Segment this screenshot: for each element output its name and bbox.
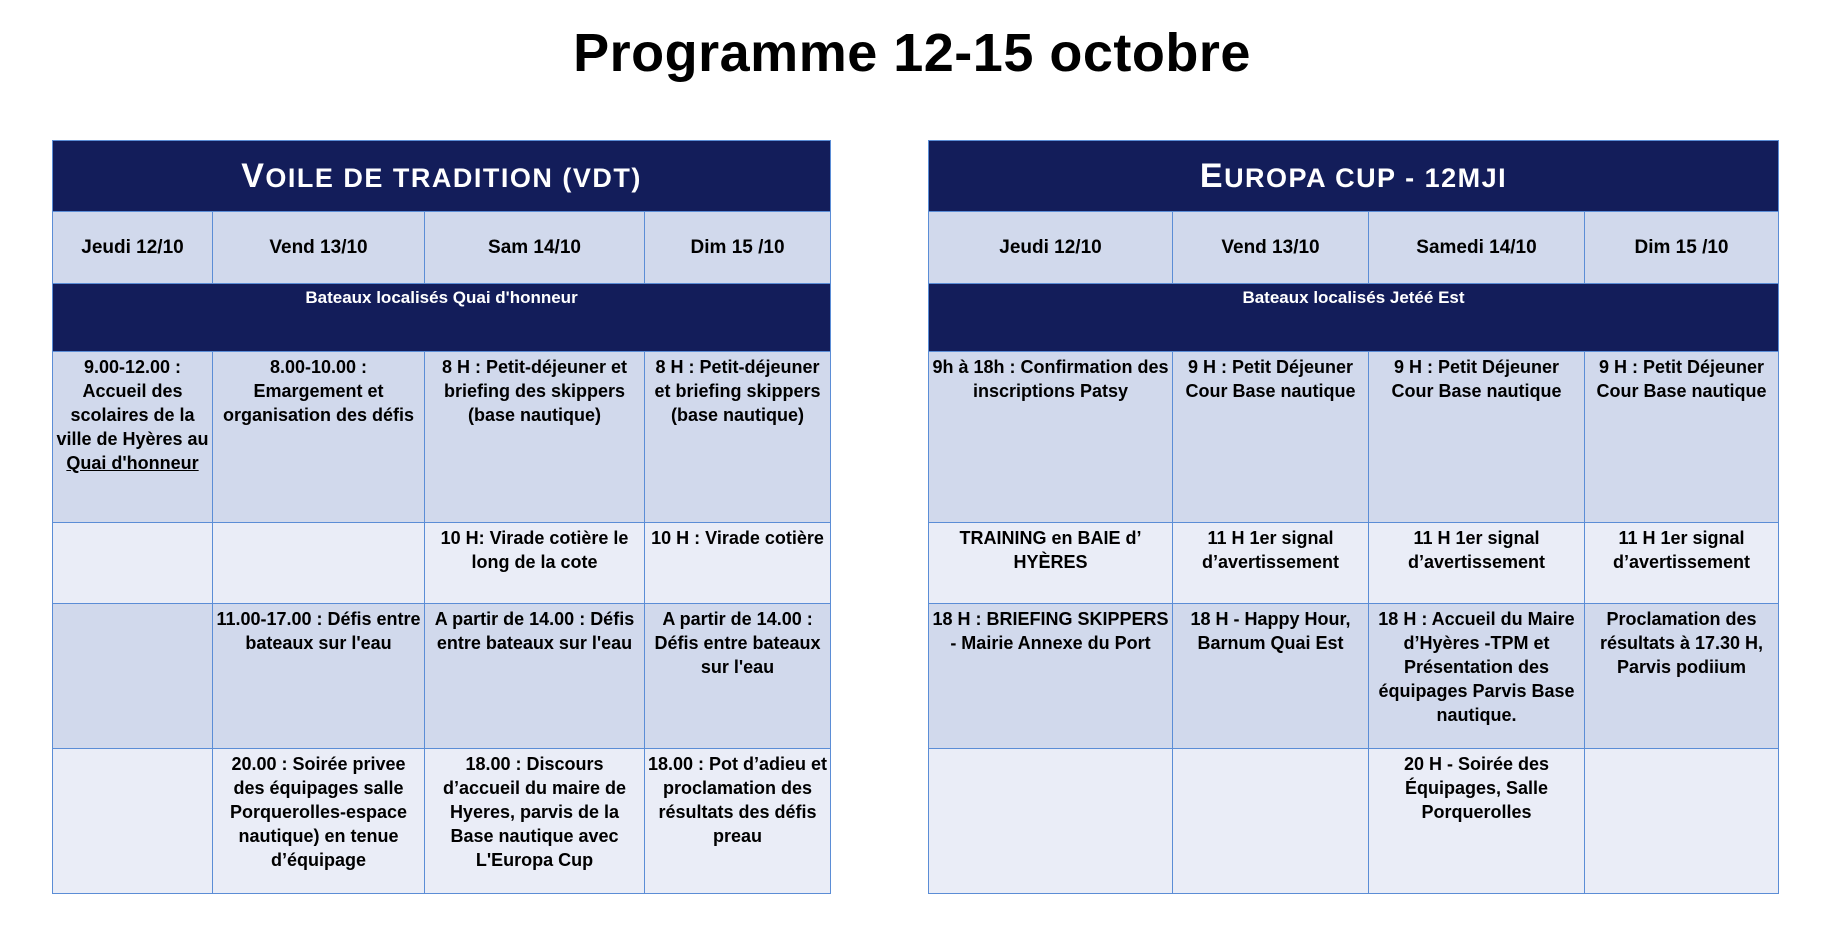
europa-cell-vend-1: 9 H : Petit Déjeuner Cour Base nautique <box>1173 352 1369 523</box>
europa-location-banner: Bateaux localisés Jetéé Est <box>929 284 1779 352</box>
vdt-cell-jeudi-3 <box>53 604 213 749</box>
europa-day-sam: Samedi 14/10 <box>1369 212 1585 284</box>
vdt-cell-dim-2: 10 H : Virade cotière <box>645 523 831 604</box>
europa-cell-dim-2: 11 H 1er signal d’avertissement <box>1585 523 1779 604</box>
europa-cell-jeudi-3: 18 H : BRIEFING SKIPPERS - Mairie Annexe du Port <box>929 604 1173 749</box>
vdt-cell-dim-3: A partir de 14.00 : Défis entre bateaux sur l'eau <box>645 604 831 749</box>
europa-cell-jeudi-2: TRAINING en BAIE d’ HYÈRES <box>929 523 1173 604</box>
vdt-header-rest: OILE DE TRADITION (VDT) <box>265 162 642 193</box>
vdt-cell-jeudi-1-link: Quai d'honneur <box>66 453 199 473</box>
europa-cell-dim-4 <box>1585 749 1779 894</box>
vdt-cell-dim-1: 8 H : Petit-déjeuner et briefing skippers (base nautique) <box>645 352 831 523</box>
vdt-cell-sam-2: 10 H: Virade cotière le long de la cote <box>425 523 645 604</box>
vdt-cell-jeudi-2 <box>53 523 213 604</box>
europa-day-vend: Vend 13/10 <box>1173 212 1369 284</box>
vdt-day-dim: Dim 15 /10 <box>645 212 831 284</box>
europa-cell-jeudi-4 <box>929 749 1173 894</box>
europa-cell-dim-1: 9 H : Petit Déjeuner Cour Base nautique <box>1585 352 1779 523</box>
europa-cell-sam-1: 9 H : Petit Déjeuner Cour Base nautique <box>1369 352 1585 523</box>
vdt-cell-vend-4: 20.00 : Soirée privee des équipages salle Porquerolles-espace nautique) en tenue d’équipage <box>213 749 425 894</box>
vdt-cell-sam-3: A partir de 14.00 : Défis entre bateaux sur l'eau <box>425 604 645 749</box>
vdt-header <box>53 141 831 212</box>
europa-cell-jeudi-1: 9h à 18h : Confirmation des inscriptions Patsy <box>929 352 1173 523</box>
vdt-cell-vend-2 <box>213 523 425 604</box>
vdt-cell-jeudi-1 <box>53 352 213 523</box>
vdt-cell-jeudi-4 <box>53 749 213 894</box>
page-title: Programme 12-15 octobre <box>573 23 1251 83</box>
europa-header <box>929 141 1779 212</box>
europa-cell-vend-2: 11 H 1er signal d’avertissement <box>1173 523 1369 604</box>
europa-cell-vend-3: 18 H - Happy Hour, Barnum Quai Est <box>1173 604 1369 749</box>
europa-day-jeudi: Jeudi 12/10 <box>929 212 1173 284</box>
vdt-cell-jeudi-1-text: 9.00-12.00 : Accueil des scolaires de la ville de Hyères au <box>56 357 209 449</box>
vdt-day-sam: Sam 14/10 <box>425 212 645 284</box>
europa-cell-sam-2: 11 H 1er signal d’avertissement <box>1369 523 1585 604</box>
europa-cell-sam-4: 20 H - Soirée des Équipages, Salle Porquerolles <box>1369 749 1585 894</box>
europa-header-rest: UROPA CUP - 12MJI <box>1224 162 1508 193</box>
vdt-cell-vend-3: 11.00-17.00 : Défis entre bateaux sur l'eau <box>213 604 425 749</box>
vdt-cell-vend-1: 8.00-10.00 : Emargement et organisation des défis <box>213 352 425 523</box>
vdt-location-banner: Bateaux localisés Quai d'honneur <box>53 284 831 352</box>
vdt-cell-sam-1: 8 H : Petit-déjeuner et briefing des skippers (base nautique) <box>425 352 645 523</box>
vdt-cell-sam-4: 18.00 : Discours d’accueil du maire de Hyeres, parvis de la Base nautique avec L'Europa Cup <box>425 749 645 894</box>
vdt-day-vend: Vend 13/10 <box>213 212 425 284</box>
vdt-cell-dim-4: 18.00 : Pot d’adieu et proclamation des résultats des défis preau <box>645 749 831 894</box>
europa-cell-sam-3: 18 H : Accueil du Maire d’Hyères -TPM et Présentation des équipages Parvis Base nautique. <box>1369 604 1585 749</box>
vdt-day-jeudi: Jeudi 12/10 <box>53 212 213 284</box>
europa-cell-dim-3: Proclamation des résultats à 17.30 H, Parvis podiium <box>1585 604 1779 749</box>
europa-header-initial: E <box>1199 156 1225 195</box>
europa-day-dim: Dim 15 /10 <box>1585 212 1779 284</box>
europa-schedule-table <box>928 140 1779 894</box>
vdt-header-initial: V <box>241 156 266 195</box>
vdt-schedule-table <box>52 140 831 894</box>
europa-cell-vend-4 <box>1173 749 1369 894</box>
